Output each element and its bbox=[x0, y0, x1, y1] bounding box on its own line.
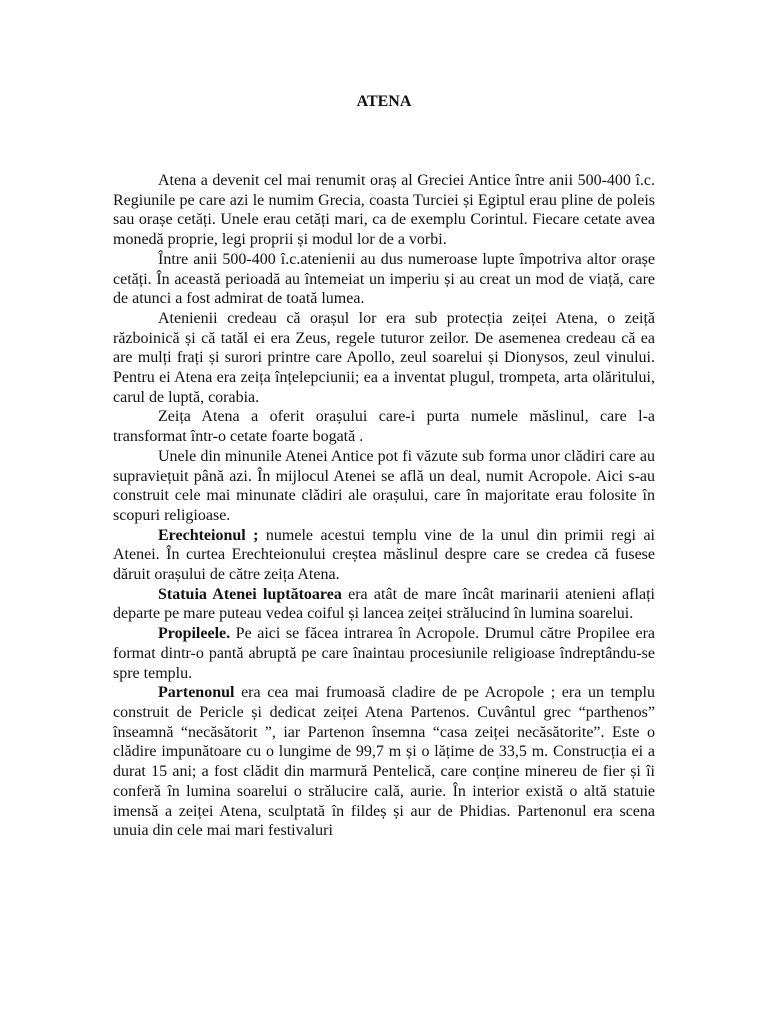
paragraph-parthenon bbox=[113, 683, 655, 841]
paragraph-intro bbox=[113, 171, 655, 250]
paragraph-text: Atenienii credeau că orașul lor era sub protecția zeiței Atena, o zeiță războinică și că tatăl ei era Zeus, regele tuturor zeilor. De asemenea credeau că ea are mulți frați și surori printre care Apollo, zeul soarelui și Dionysos, zeul vinului. Pentru ei Atena era zeița înțelepciunii; ea a inventat plugul, trompeta, arta olăritului, carul de luptă, corabia. bbox=[113, 309, 655, 406]
document-title: ATENA bbox=[356, 93, 412, 110]
document-body bbox=[113, 171, 655, 841]
paragraph-text: Zeița Atena a oferit orașului care-i purta numele măslinul, care l-a transformat într-o cetate foarte bogată . bbox=[113, 408, 655, 446]
paragraph-term: Statuia Atenei luptătoarea bbox=[158, 585, 342, 603]
paragraph-acropolis bbox=[113, 447, 655, 526]
paragraph-text: era atât de mare încât marinarii atenieni aflați departe pe mare puteau vedea coiful și lancea zeiței strălucind în lumina soarelui. bbox=[113, 585, 655, 623]
paragraph-term: Partenonul bbox=[158, 684, 235, 702]
paragraph-text: Între anii 500-400 î.c.atenienii au dus numeroase lupte împotriva altor orașe cetăți. În această perioadă au întemeiat un imperiu și au creat un mod de viață, care de atunci a fost admirat de toată lumea. bbox=[113, 250, 655, 308]
paragraph-text: numele acestui templu vine de la unul din primii regi ai Atenei. În curtea Erechteionului creștea măslinul despre care se credea că fusese dăruit orașului de către zeița Atena. bbox=[113, 526, 655, 584]
paragraph-text: era cea mai frumoasă cladire de pe Acropole ; era un templu construit de Pericle și dedicat zeiței Atena Partenos. Cuvântul grec “parthenos” înseamnă “necăsătorit ”, iar Partenon însemna “casa zeiței necăsătorite”. Este o clădire impunătoare cu o lungime de 99,7 m și o lățime de 33,5 m. Construcția ei a durat 15 ani; a fost clădit din marmură Pentelică, care conține minereu de fier și îi conferă în lumina soarelui o strălucire cală, aurie. În interior există o altă statuie imensă a zeiței Atena, sculptată în fildeș și aur de Phidias. Partenonul era scena unuia din cele mai mari festivaluri bbox=[113, 684, 655, 840]
paragraph-statue bbox=[113, 585, 655, 624]
paragraph-term: Propileele. bbox=[158, 625, 231, 643]
paragraph-erechteion bbox=[113, 526, 655, 585]
paragraph-text: Pe aici se făcea intrarea în Acropole. Drumul către Propilee era format dintr-o pantă abruptă pe care înaintau procesiunile religioase îndreptându-se spre templu. bbox=[113, 625, 655, 682]
paragraph-olive bbox=[113, 407, 655, 446]
paragraph-text: Unele din minunile Atenei Antice pot fi văzute sub forma unor clădiri care au supraviețuit până azi. În mijlocul Atenei se află un deal, numit Acropole. Aici s-au construit cele mai minunate clădiri ale orașului, care în majoritate erau folosite în scopuri religioase. bbox=[113, 447, 655, 524]
paragraph-text: Atena a devenit cel mai renumit oraș al Greciei Antice între anii 500-400 î.c. Regiunile pe care azi le numim Grecia, coasta Turciei și Egiptul erau pline de poleis sau orașe cetăți. Unele erau cetăți mari, ca de exemplu Corintul. Fiecare cetate avea monedă proprie, legi proprii și modul lor de a vorbi. bbox=[113, 172, 655, 249]
paragraph-wars bbox=[113, 250, 655, 309]
paragraph-propylaea bbox=[113, 624, 655, 683]
paragraph-term: Erechteionul ; bbox=[158, 526, 259, 544]
paragraph-goddess bbox=[113, 309, 655, 408]
